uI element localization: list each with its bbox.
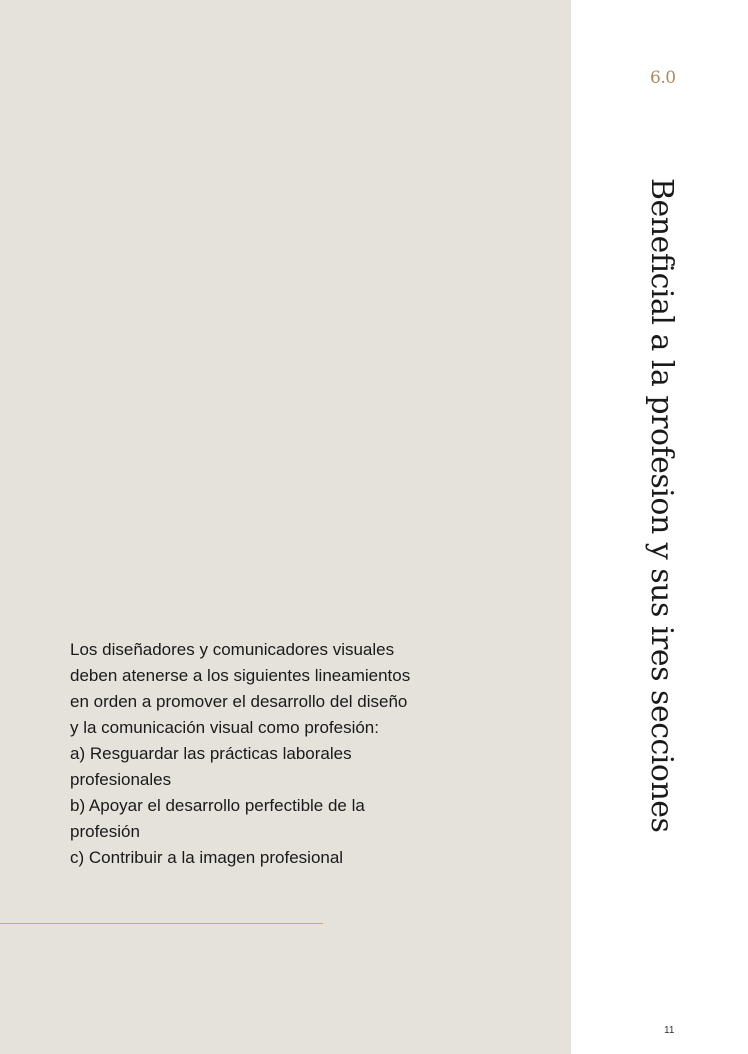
intro-paragraph: Los diseñadores y comunicadores visuales deben atenerse a los siguientes lineamientos en orden a promover el desarrollo del diseño y la comunicación visual como profesión: — [70, 640, 411, 737]
body-text — [70, 637, 420, 871]
divider-line — [0, 923, 323, 924]
list-item-a: a) Resguardar las prácticas laborales profesionales — [70, 744, 352, 789]
list-item-c: c) Contribuir a la imagen profesional — [70, 848, 344, 867]
list-item-b: b) Apoyar el desarrollo perfectible de la profesión — [70, 796, 365, 841]
section-title: Beneficial a la profesion y sus ires secciones — [644, 178, 679, 833]
page-number: 11 — [664, 1025, 675, 1036]
section-number: 6.0 — [650, 68, 676, 88]
